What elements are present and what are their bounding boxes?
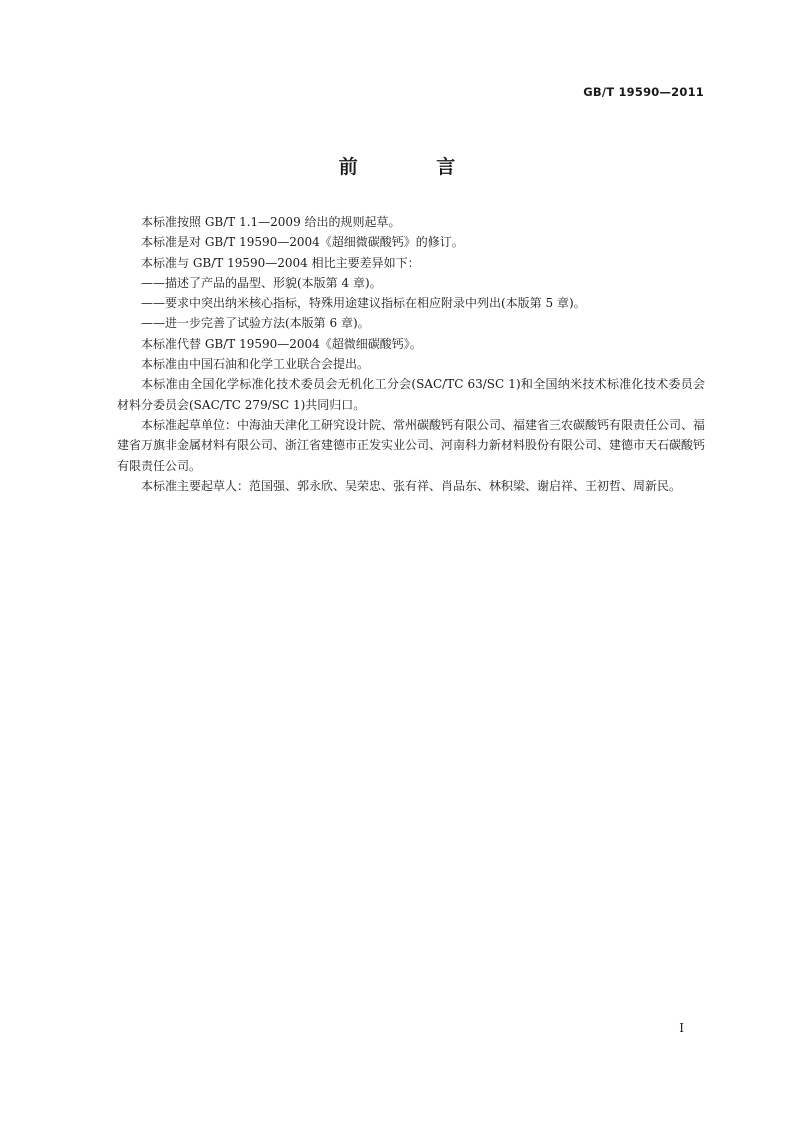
paragraph-drafters: 本标准主要起草人：范国强、郭永欣、吴荣忠、张有祥、肖品东、林积梁、谢启祥、王初哲、周新民。 <box>141 478 682 493</box>
paragraph-replaces: 本标准代替 GB/T 19590—2004《超微细碳酸钙》。 <box>141 336 422 351</box>
page-number: I <box>679 1021 684 1035</box>
list-item-difference-3: ——进一步完善了试验方法(本版第 6 章)。 <box>141 316 370 331</box>
paragraph-proposed-by: 本标准由中国石油和化学工业联合会提出。 <box>141 357 370 372</box>
paragraph-drafting-rules: 本标准按照 GB/T 1.1—2009 给出的规则起草。 <box>141 215 401 229</box>
paragraph-drafting-units: 本标准起草单位：中海油天津化工研究设计院、常州碳酸钙有限公司、福建省三农碳酸钙有限责任公司、福建省万旗非金属材料有限公司、浙江省建德市正发实业公司、河南科力新材料股份有限公司、建德市天石碳酸钙有限责任公司。 <box>117 417 706 473</box>
page-title: 前 言 <box>338 156 492 178</box>
paragraph-differences-intro: 本标准与 GB/T 19590—2004 相比主要差异如下： <box>141 255 420 270</box>
paragraph-revision: 本标准是对 GB/T 19590—2004《超细微碳酸钙》的修订。 <box>141 235 464 250</box>
list-item-difference-2: ——要求中突出纳米核心指标，特殊用途建议指标在相应附录中列出(本版第 5 章)。 <box>141 296 586 311</box>
foreword-body <box>117 212 705 496</box>
paragraph-under-jurisdiction: 本标准由全国化学标准化技术委员会无机化工分会(SAC/TC 63/SC 1)和全国纳米技术标准化技术委员会材料分委员会(SAC/TC 279/SC 1)共同归口。 <box>117 377 705 412</box>
list-item-difference-1: ——描述了产品的晶型、形貌(本版第 4 章)。 <box>141 275 382 290</box>
document-code: GB/T 19590—2011 <box>583 85 704 99</box>
